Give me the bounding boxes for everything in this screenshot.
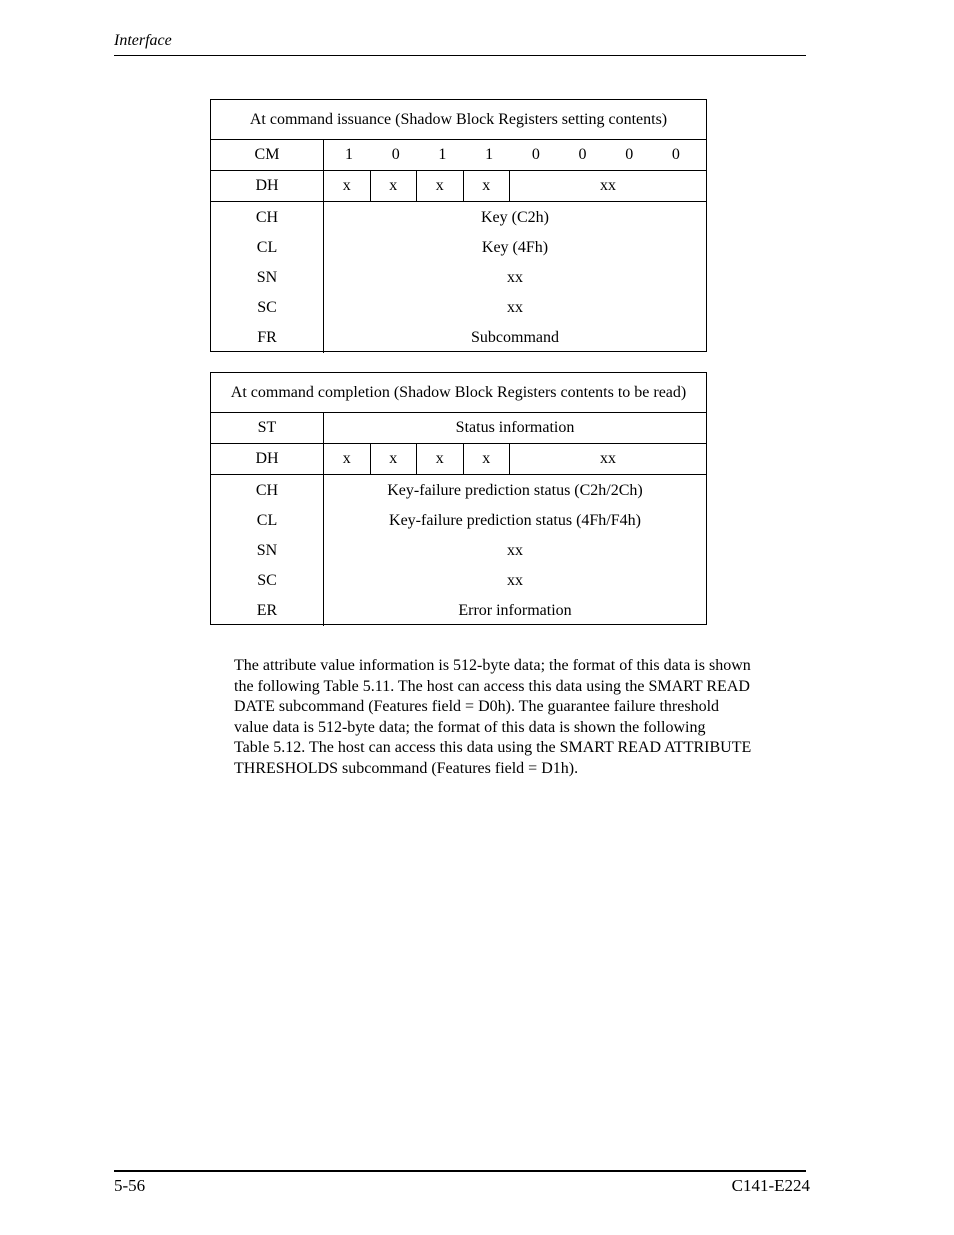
paragraph-line: DATE subcommand (Features field = D0h). The guarantee failure threshold — [234, 698, 720, 715]
bit-4: 1 — [485, 146, 494, 163]
register-label: CM — [211, 140, 324, 170]
register-value: Key-failure prediction status (C2h/2Ch) — [387, 482, 643, 499]
document-code: C141-E224 — [731, 1176, 810, 1195]
register-value: xx — [507, 542, 523, 559]
dh-bit-7: x — [324, 444, 371, 474]
bit-2: 0 — [578, 146, 587, 163]
paragraph-line: the following Table 5.11. The host can access this data using the SMART READ — [234, 677, 750, 695]
bit-3: 0 — [531, 146, 540, 163]
register-value: Error information — [458, 602, 572, 619]
bit-5: 1 — [438, 146, 447, 163]
dh-bit-4: x — [464, 171, 511, 201]
register-value: Status information — [455, 419, 575, 436]
register-label: SC — [257, 572, 277, 589]
dh-bit-5: x — [417, 171, 464, 201]
register-block — [211, 475, 706, 626]
dh-bit-6: x — [371, 444, 418, 474]
paragraph-line: Table 5.12. The host can access this data using the SMART READ ATTRIBUTE — [234, 739, 752, 756]
st-register-row — [211, 413, 706, 444]
section-title: Interface — [114, 32, 172, 49]
register-value: xx — [507, 269, 523, 286]
cm-bits — [324, 140, 706, 170]
cm-register-row — [211, 140, 706, 171]
dh-register-row — [211, 444, 706, 475]
register-label: CH — [255, 209, 279, 226]
paragraph-line: value data is 512-byte data; the format of this data is shown the following — [234, 718, 706, 736]
register-label: ST — [211, 413, 324, 443]
register-label: SN — [256, 269, 278, 286]
completion-register-table — [210, 372, 707, 625]
issuance-table-caption: At command issuance (Shadow Block Registers setting contents) — [211, 100, 706, 140]
register-label: FR — [257, 329, 277, 346]
register-value: xx — [507, 572, 523, 589]
body-paragraph — [234, 656, 809, 779]
page-header — [114, 31, 806, 56]
register-value: Subcommand — [471, 329, 559, 346]
register-value: xx — [507, 299, 523, 316]
page-number: 5-56 — [114, 1176, 146, 1195]
register-label: CL — [256, 512, 278, 529]
paragraph-line: THRESHOLDS subcommand (Features field = D1h). — [234, 759, 579, 777]
dh-register-row — [211, 171, 706, 202]
register-value: Key-failure prediction status (4Fh/F4h) — [389, 512, 641, 529]
dh-bit-7: x — [324, 171, 371, 201]
register-label: DH — [211, 171, 324, 201]
register-label: CL — [256, 239, 278, 256]
dh-low-bits: xx — [600, 450, 616, 467]
bit-7: 1 — [345, 146, 353, 163]
issuance-register-table — [210, 99, 707, 352]
register-label: SC — [257, 299, 277, 316]
register-value: Key (C2h) — [481, 209, 549, 226]
footer-rule — [114, 1170, 806, 1172]
register-label: CH — [255, 482, 279, 499]
completion-table-caption: At command completion (Shadow Block Registers contents to be read) — [211, 373, 706, 413]
register-value: Key (4Fh) — [481, 239, 549, 256]
bit-0: 0 — [671, 146, 680, 163]
register-block — [211, 202, 706, 353]
bit-6: 0 — [391, 146, 400, 163]
paragraph-line: The attribute value information is 512-byte data; the format of this data is shown — [234, 657, 751, 674]
dh-bit-6: x — [371, 171, 418, 201]
register-label: SN — [256, 542, 278, 559]
register-label: DH — [211, 444, 324, 474]
register-label: ER — [256, 602, 278, 619]
bit-1: 0 — [625, 146, 634, 163]
dh-bit-4: x — [464, 444, 511, 474]
dh-low-bits: xx — [600, 177, 616, 194]
dh-bit-5: x — [417, 444, 464, 474]
